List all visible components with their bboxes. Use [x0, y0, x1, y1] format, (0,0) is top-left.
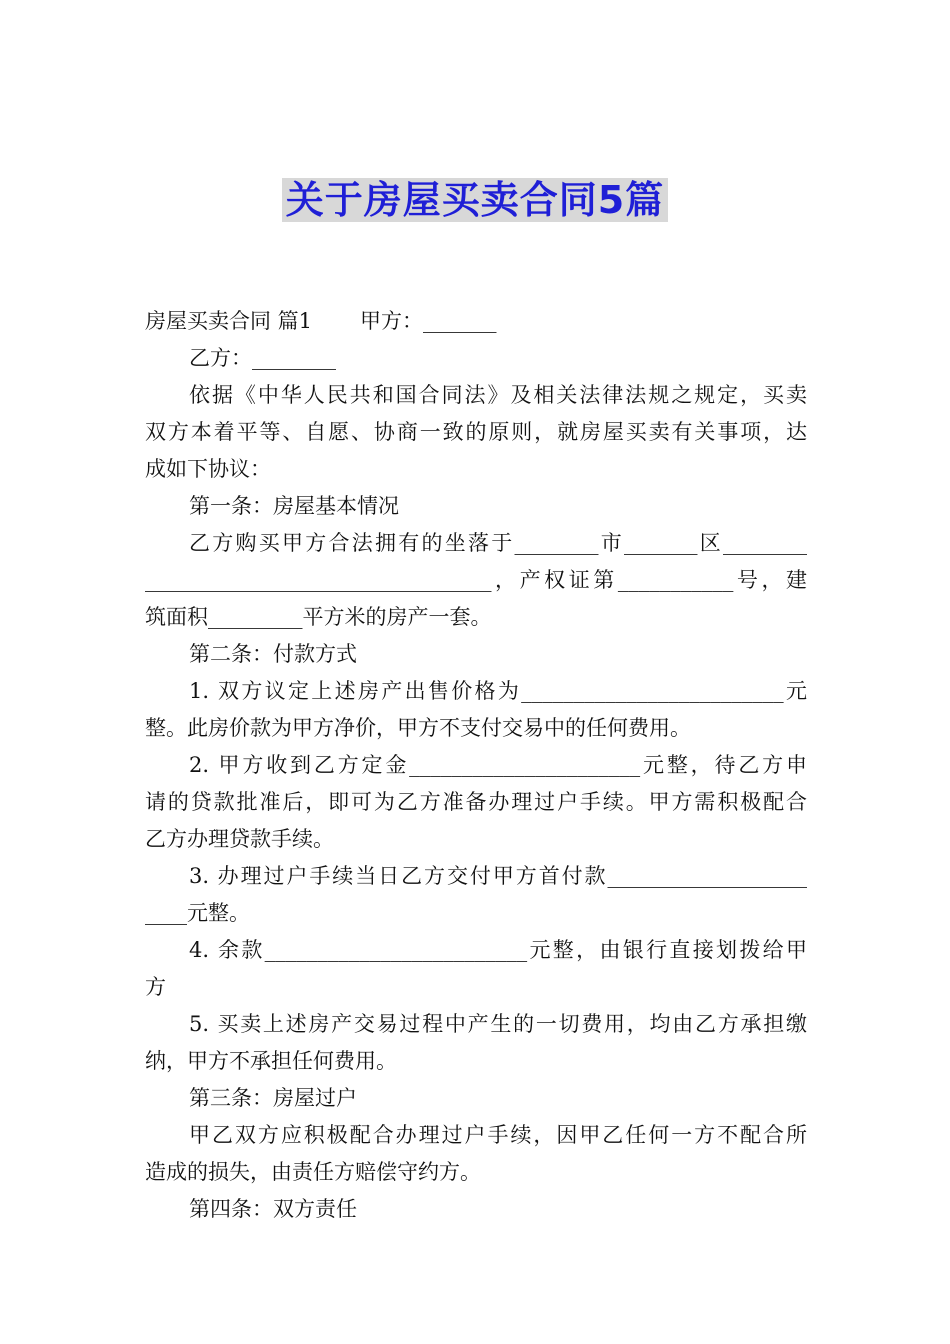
paragraph-line: 筑面积_________平方米的房产一套。 [145, 605, 492, 629]
article-heading: 第二条：付款方式 [189, 642, 357, 666]
contract-heading: 房屋买卖合同 篇1 [145, 309, 313, 333]
paragraph-line: 1. 双方议定上述房产出售价格为_________________________元 [189, 679, 807, 703]
article-heading: 第四条：双方责任 [189, 1197, 357, 1221]
paragraph-line: 4. 余款_________________________元整，由银行直接划拨给甲 [189, 938, 807, 962]
paragraph-line: 请的贷款批准后，即可为乙方准备办理过户手续。甲方需积极配合 [145, 790, 807, 814]
paragraph-line: 乙方办理贷款手续。 [145, 827, 334, 851]
paragraph-line: 甲乙双方应积极配合办理过户手续，因甲乙任何一方不配合所 [189, 1123, 807, 1147]
document-title: 关于房屋买卖合同5篇 [282, 178, 668, 222]
paragraph-line: ____元整。 [145, 901, 250, 925]
paragraph-line: 乙方购买甲方合法拥有的坐落于________市_______区________ [189, 531, 807, 555]
title-wrap [0, 178, 950, 222]
paragraph-line: 2. 甲方收到乙方定金______________________元整，待乙方申 [189, 753, 807, 777]
paragraph-line: 方 [145, 975, 166, 999]
article-heading: 第一条：房屋基本情况 [189, 494, 399, 518]
document-body [145, 303, 807, 1228]
party-b-line: 乙方：________ [189, 346, 336, 370]
paragraph-line: 依据《中华人民共和国合同法》及相关法律法规之规定，买卖 [189, 383, 807, 407]
paragraph-line: 整。此房价款为甲方净价，甲方不支付交易中的任何费用。 [145, 716, 691, 740]
paragraph-line: 造成的损失，由责任方赔偿守约方。 [145, 1160, 481, 1184]
paragraph-line [145, 303, 807, 340]
article-heading: 第三条：房屋过户 [189, 1086, 357, 1110]
paragraph-line: 成如下协议： [145, 457, 271, 481]
paragraph-line: _________________________________，产权证第___________号，建 [145, 568, 807, 592]
party-a-field: 甲方：_______ [360, 309, 497, 333]
paragraph-line: 5. 买卖上述房产交易过程中产生的一切费用，均由乙方承担缴 [189, 1012, 807, 1036]
paragraph-line: 双方本着平等、自愿、协商一致的原则，就房屋买卖有关事项，达 [145, 420, 807, 444]
paragraph-line: 3. 办理过户手续当日乙方交付甲方首付款___________________ [189, 864, 807, 888]
paragraph-line: 纳，甲方不承担任何费用。 [145, 1049, 397, 1073]
